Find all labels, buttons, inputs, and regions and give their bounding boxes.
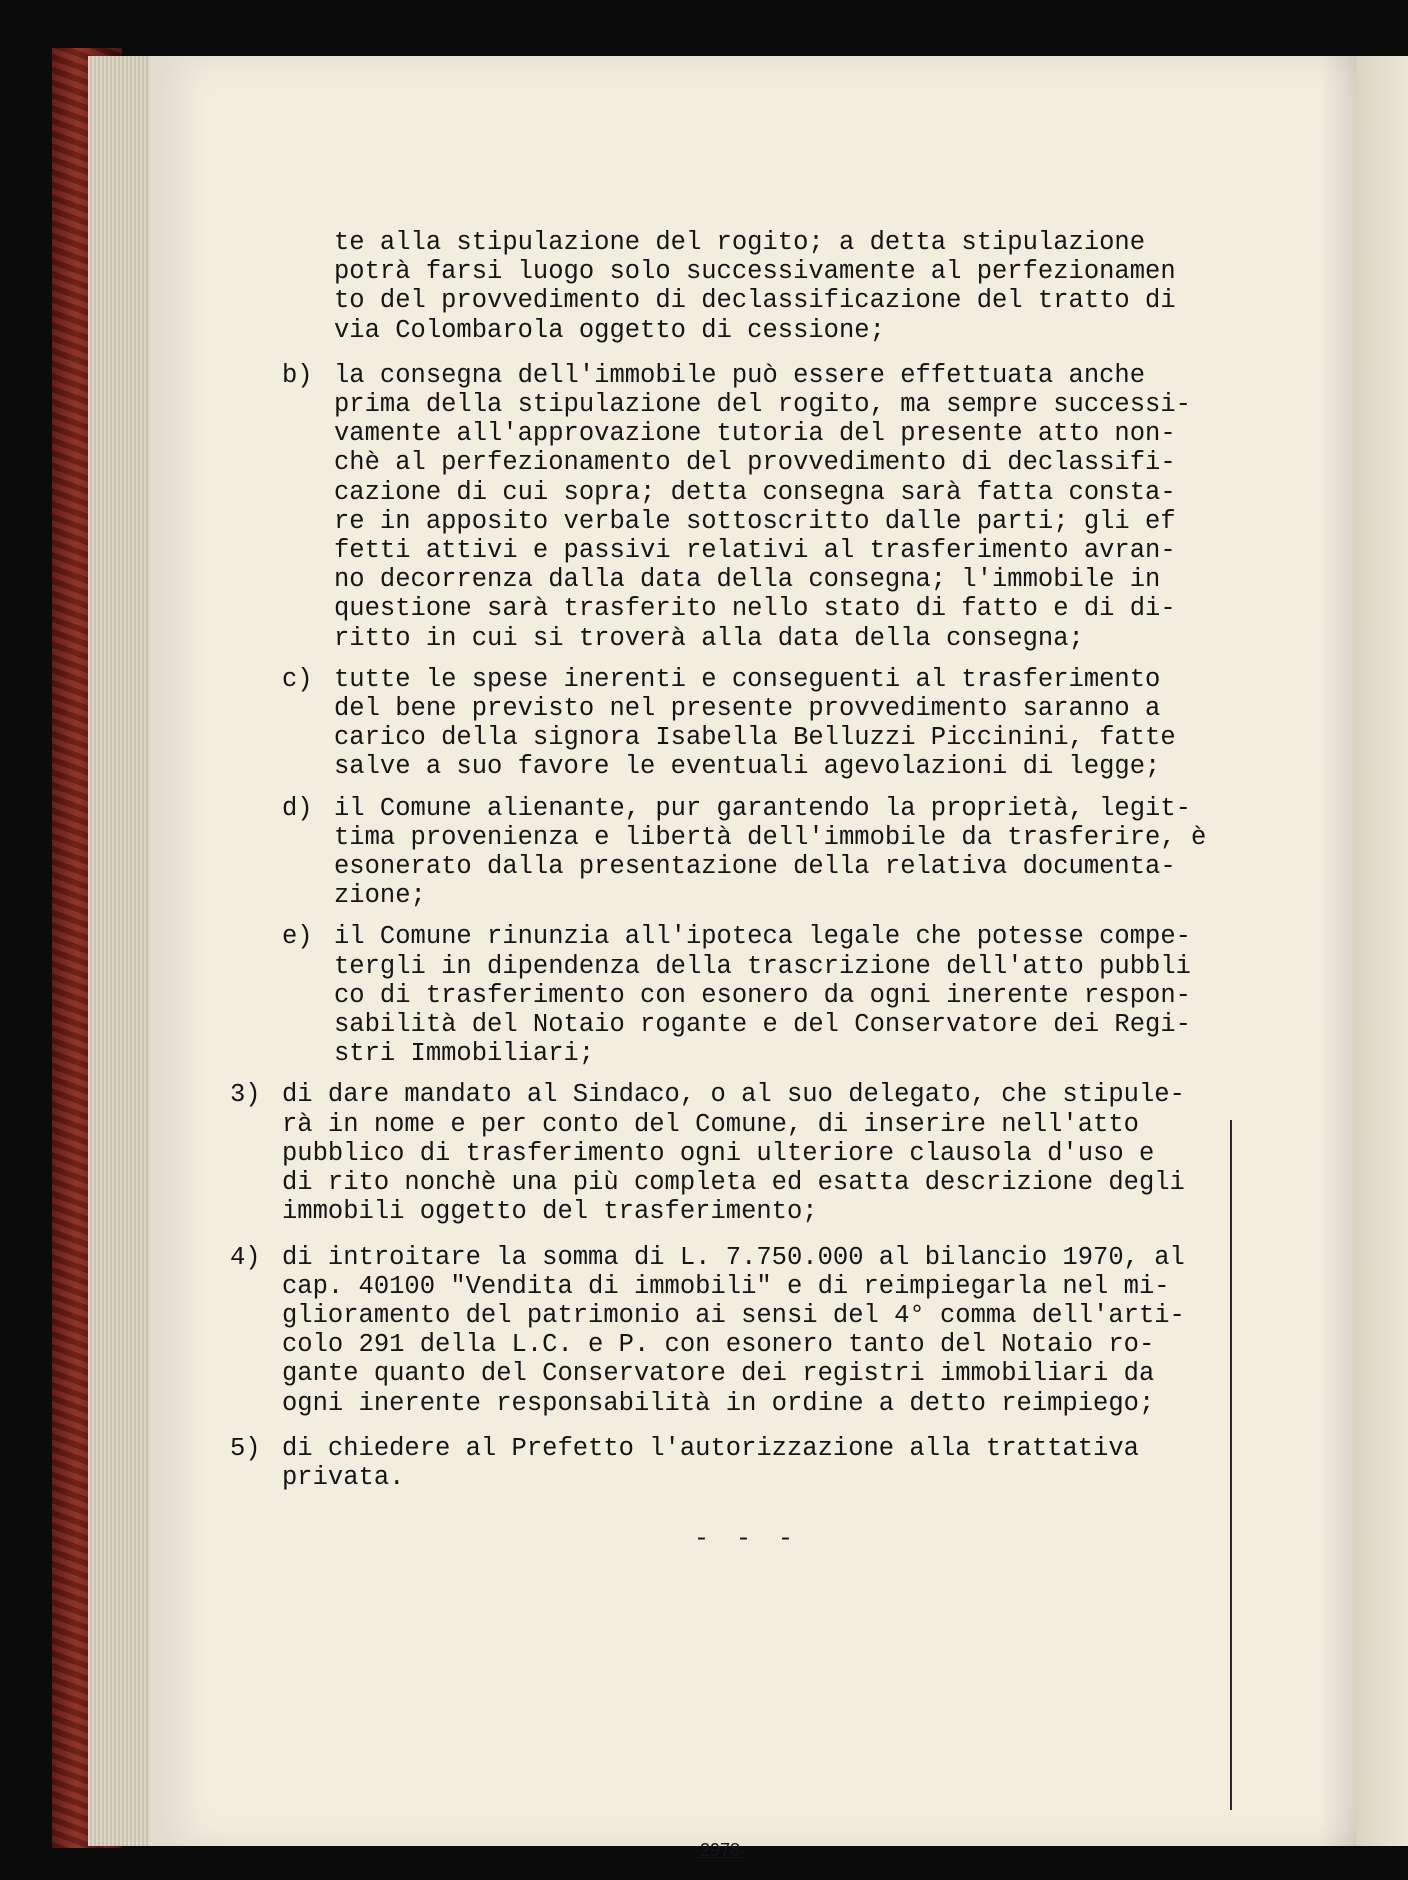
text-line: re in apposito verbale sottoscritto dalle parti; gli ef xyxy=(334,506,1176,536)
text-line: di chiedere al Prefetto l'autorizzazione alla trattativa xyxy=(282,1433,1139,1463)
text-line: carico della signora Isabella Belluzzi Piccinini, fatte xyxy=(334,723,1176,753)
text-line: prima della stipulazione del rogito, ma sempre successi- xyxy=(334,390,1191,420)
text-line: vamente all'approvazione tutoria del presente atto non- xyxy=(334,419,1176,449)
text-line: tergli in dipendenza della trascrizione dell'atto pubbli xyxy=(334,951,1191,981)
text-line: fetti attivi e passivi relativi al trasferimento avran- xyxy=(334,536,1176,566)
text-line: via Colombarola oggetto di cessione; xyxy=(334,315,885,345)
document-body xyxy=(230,228,1212,1492)
text-line: tutte le spese inerenti e conseguenti al trasferimento xyxy=(334,664,1161,694)
text-line: cazione di cui sopra; detta consegna sarà fatta consta- xyxy=(334,477,1176,507)
text-line: to del provvedimento di declassificazione del tratto di xyxy=(334,286,1176,316)
text-line: sabilità del Notaio rogante e del Conservatore dei Regi- xyxy=(334,1010,1191,1040)
item-b xyxy=(282,361,1212,653)
item-label: 3) xyxy=(230,1080,261,1110)
item-5 xyxy=(230,1434,1212,1492)
text-line: questione sarà trasferito nello stato di fatto e di di- xyxy=(334,594,1176,624)
page-edges xyxy=(88,56,158,1846)
text-line: del bene previsto nel presente provvedimento saranno a xyxy=(334,694,1161,724)
text-line: il Comune alienante, pur garantendo la proprietà, legit- xyxy=(334,793,1191,823)
text-line: te alla stipulazione del rogito; a detta stipulazione xyxy=(334,228,1146,257)
item-label: d) xyxy=(282,793,313,823)
text-line: di dare mandato al Sindaco, o al suo delegato, che stipule- xyxy=(282,1080,1185,1110)
text-line: pubblico di trasferimento ogni ulteriore clausola d'uso e xyxy=(282,1138,1155,1168)
text-line: privata. xyxy=(282,1462,405,1492)
item-label: c) xyxy=(282,664,313,694)
text-line: gante quanto del Conservatore dei registri immobiliari da xyxy=(282,1359,1155,1389)
text-line: di rito nonchè una più completa ed esatta descrizione degli xyxy=(282,1168,1185,1198)
item-label: 5) xyxy=(230,1433,261,1463)
end-mark: - - - xyxy=(694,1524,800,1553)
item-c xyxy=(282,665,1212,782)
text-line: potrà farsi luogo solo successivamente al perfezionamen xyxy=(334,257,1176,287)
continuation-paragraph xyxy=(334,228,1212,345)
text-line: ritto in cui si troverà alla data della consegna; xyxy=(334,623,1084,653)
text-line: zione; xyxy=(334,881,426,911)
item-3 xyxy=(230,1080,1212,1226)
page-number: -2978- xyxy=(694,1840,747,1860)
text-line: immobili oggetto del trasferimento; xyxy=(282,1197,818,1227)
text-line: la consegna dell'immobile può essere effettuata anche xyxy=(334,360,1146,390)
item-d xyxy=(282,794,1212,911)
next-page-edge xyxy=(1356,56,1408,1846)
text-line: rà in nome e per conto del Comune, di inserire nell'atto xyxy=(282,1109,1139,1139)
text-line: co di trasferimento con esonero da ogni inerente respon- xyxy=(334,980,1191,1010)
text-line: cap. 40100 "Vendita di immobili" e di reimpiegarla nel mi- xyxy=(282,1271,1170,1301)
text-line: salve a suo favore le eventuali agevolazioni di legge; xyxy=(334,752,1161,782)
item-label: b) xyxy=(282,360,313,390)
text-line: tima provenienza e libertà dell'immobile da trasferire, è xyxy=(334,822,1207,852)
item-e xyxy=(282,922,1212,1068)
text-line: esonerato dalla presentazione della relativa documenta- xyxy=(334,852,1176,882)
item-label: e) xyxy=(282,922,313,952)
text-line: no decorrenza dalla data della consegna; l'immobile in xyxy=(334,565,1161,595)
text-line: colo 291 della L.C. e P. con esonero tanto del Notaio ro- xyxy=(282,1330,1155,1360)
text-line: il Comune rinunzia all'ipoteca legale che potesse compe- xyxy=(334,922,1191,952)
text-line: chè al perfezionamento del provvedimento di declassifi- xyxy=(334,448,1176,478)
margin-rule xyxy=(1230,1120,1232,1810)
text-line: ogni inerente responsabilità in ordine a detto reimpiego; xyxy=(282,1388,1155,1418)
text-line: stri Immobiliari; xyxy=(334,1039,595,1069)
item-label: 4) xyxy=(230,1242,261,1272)
text-line: di introitare la somma di L. 7.750.000 al bilancio 1970, al xyxy=(282,1242,1185,1272)
text-line: glioramento del patrimonio ai sensi del 4° comma dell'arti- xyxy=(282,1300,1185,1330)
item-4 xyxy=(230,1243,1212,1418)
